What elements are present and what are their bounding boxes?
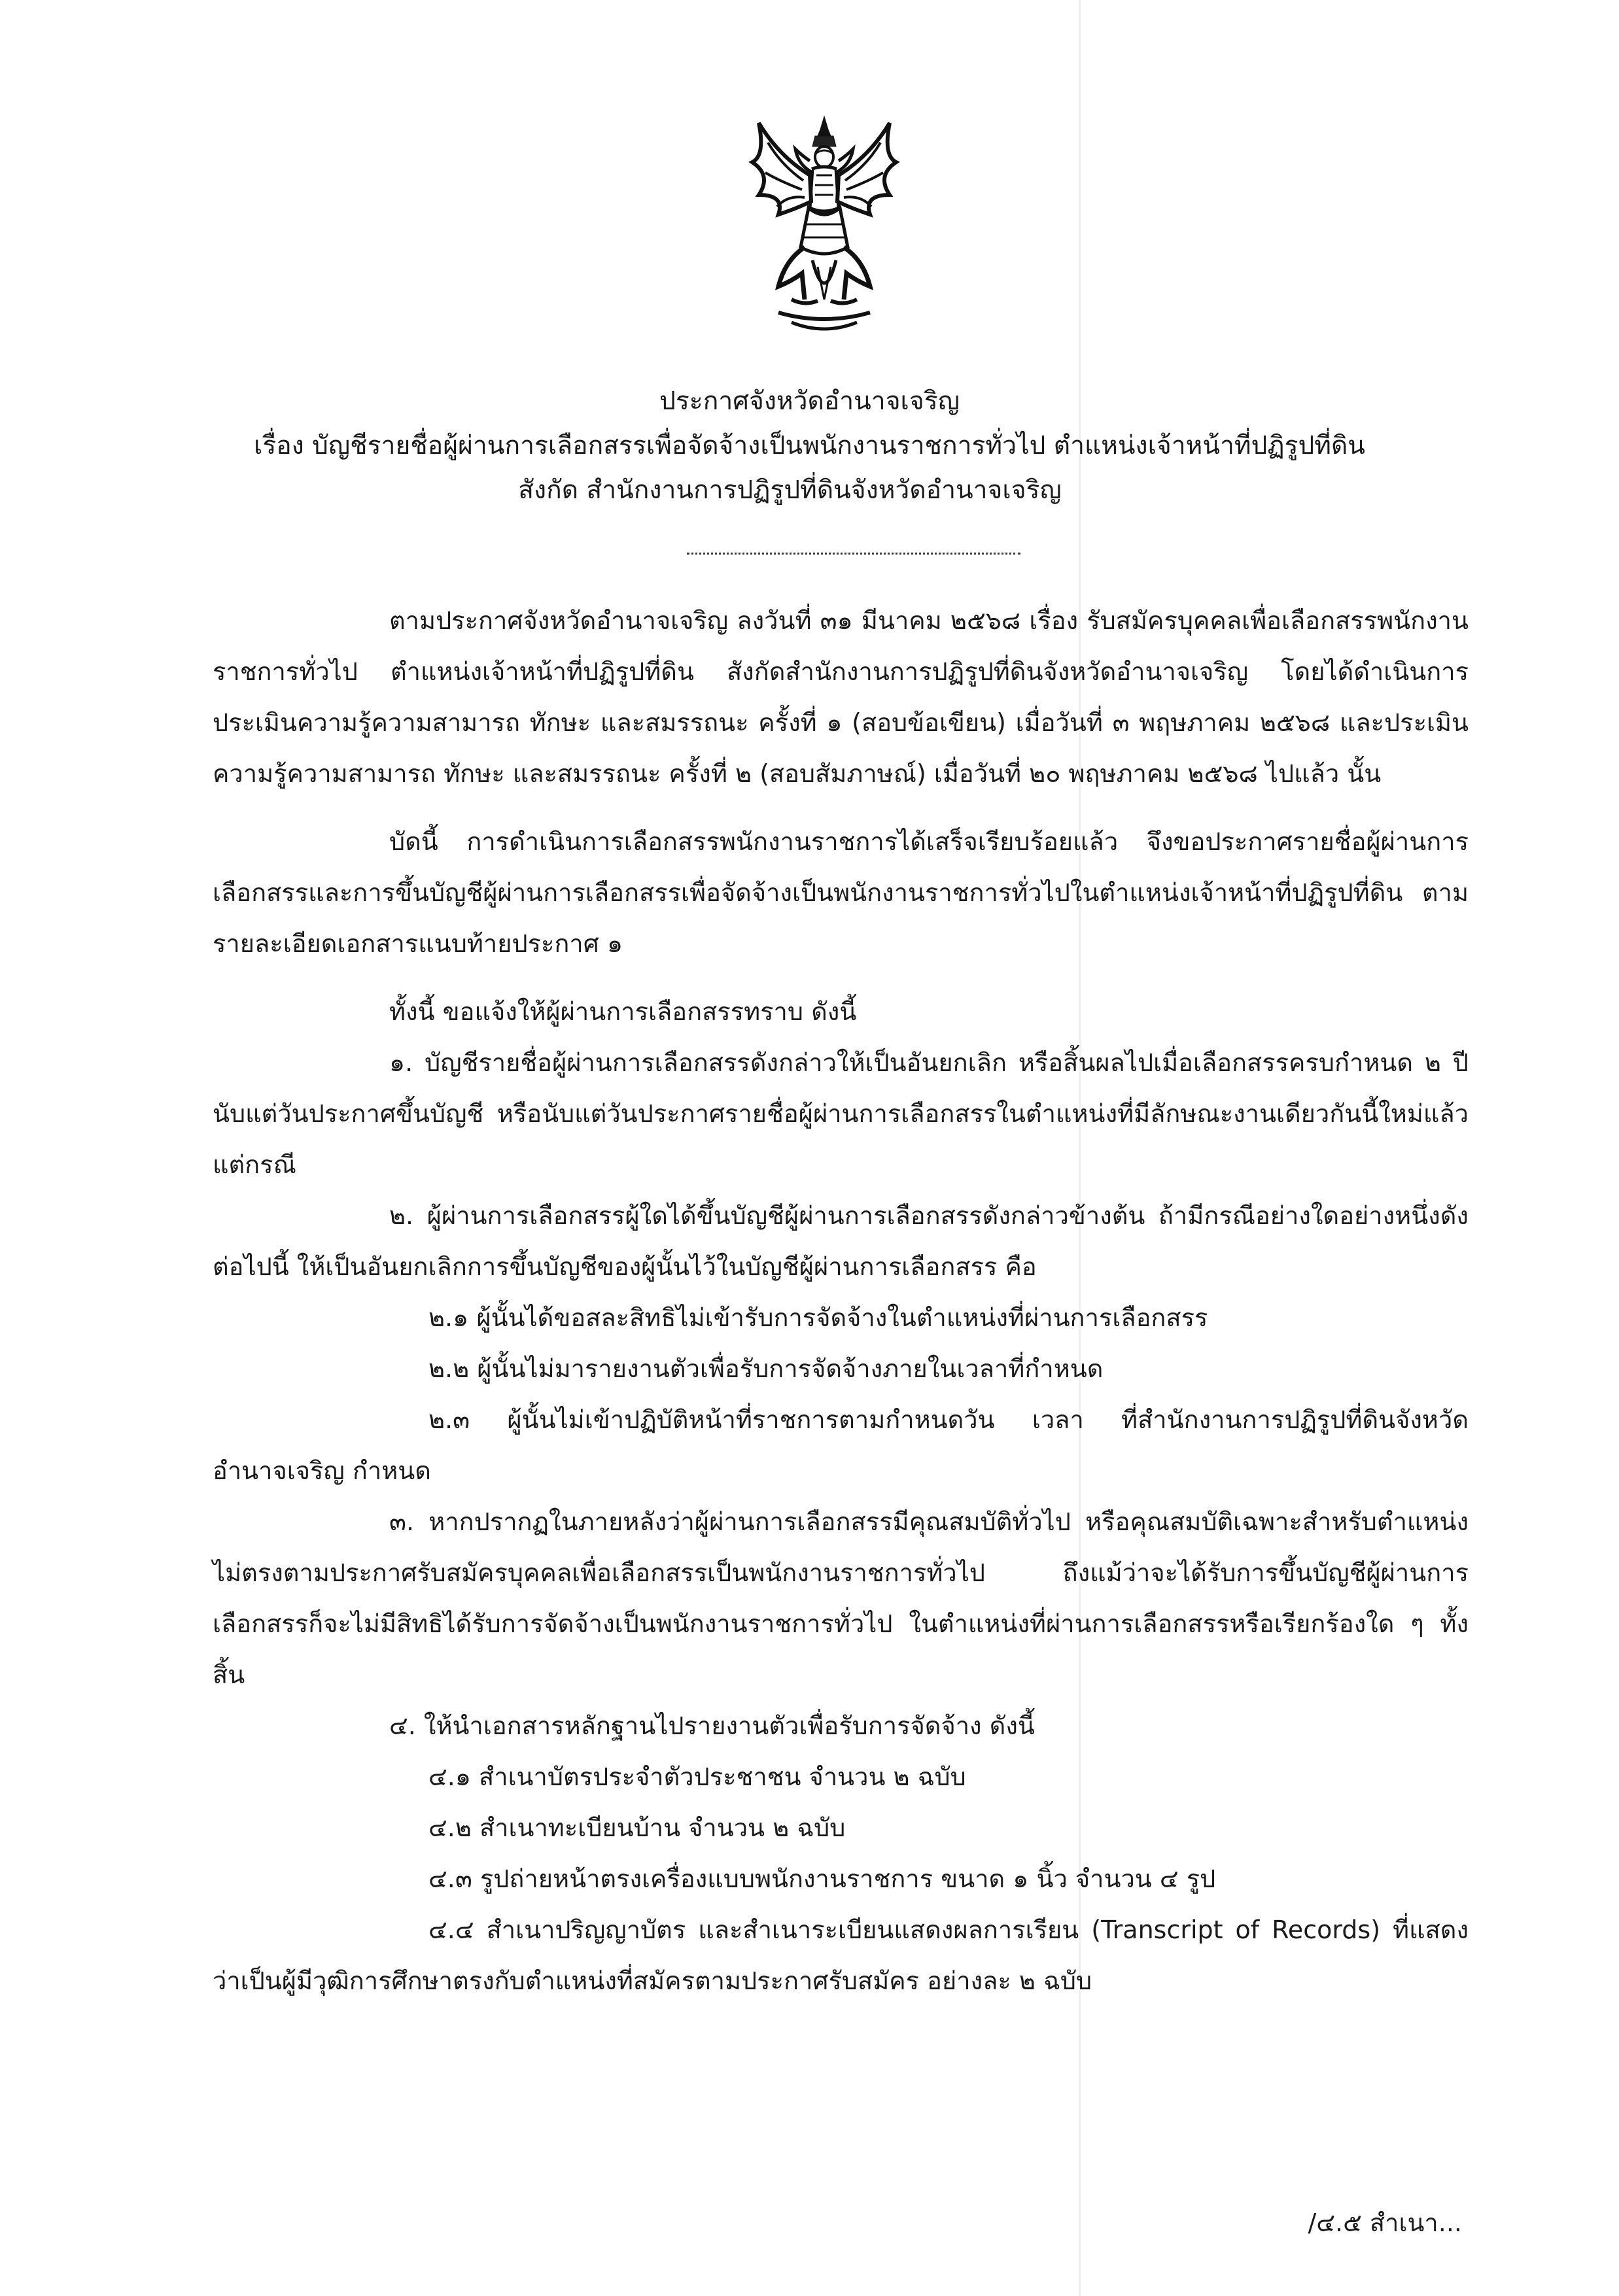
list-item-1: ๑. บัญชีรายชื่อผู้ผ่านการเลือกสรรดังกล่าวให้เป็นอันยกเลิก หรือสิ้นผลไปเมื่อเลือกสรรครบกำหนด ๒ ปี นับแต่วันประกาศขึ้นบัญชี หรือนับแต่วันประกาศรายชื่อผู้ผ่านการเลือกสรรในตำแหน่งที่มีลักษณะงานเดียวกันนี้ใหม่แล้วแต่กรณี <box>213 1048 1469 1179</box>
paragraph-background: ตามประกาศจังหวัดอำนาจเจริญ ลงวันที่ ๓๑ มีนาคม ๒๕๖๘ เรื่อง รับสมัครบุคคลเพื่อเลือกสรรพนักงานราชการทั่วไป ตำแหน่งเจ้าหน้าที่ปฏิรูปที่ดิน สังกัดสำนักงานการปฏิรูปที่ดินจังหวัดอำนาจเจริญ โดยได้ดำเนินการประเมินความรู้ความสามารถ ทักษะ และสมรรถนะ ครั้งที่ ๑ (สอบข้อเขียน) เมื่อวันที่ ๓ พฤษภาคม ๒๕๖๘ และประเมินความรู้ความสามารถ ทักษะ และสมรรถนะ ครั้งที่ ๒ (สอบสัมภาษณ์) เมื่อวันที่ ๒๐ พฤษภาคม ๒๕๖๘ ไปแล้ว นั้น <box>213 606 1469 788</box>
paragraph-notice: ทั้งนี้ ขอแจ้งให้ผู้ผ่านการเลือกสรรทราบ ดังนี้ <box>389 997 857 1026</box>
page-continuation: /๔.๕ สำเนา... <box>1308 2208 1462 2237</box>
paragraph-announcement: บัดนี้ การดำเนินการเลือกสรรพนักงานราชการได้เสร็จเรียบร้อยแล้ว จึงขอประกาศรายชื่อผู้ผ่านการเลือกสรรและการขึ้นบัญชีผู้ผ่านการเลือกสรรเพื่อจัดจ้างเป็นพนักงานราชการทั่วไปในตำแหน่งเจ้าหน้าที่ปฏิรูปที่ดิน ตามรายละเอียดเอกสารแนบท้ายประกาศ ๑ <box>213 827 1469 958</box>
title-line-1: ประกาศจังหวัดอำนาจเจริญ <box>659 386 960 416</box>
list-item-2-2: ๒.๒ ผู้นั้นไม่มารายงานตัวเพื่อรับการจัดจ้างภายในเวลาที่กำหนด <box>428 1354 1104 1383</box>
list-item-2: ๒. ผู้ผ่านการเลือกสรรผู้ใดได้ขึ้นบัญชีผู้ผ่านการเลือกสรรดังกล่าวข้างต้น ถ้ามีกรณีอย่างใดอย่างหนึ่งดังต่อไปนี้ ให้เป็นอันยกเลิกการขึ้นบัญชีของผู้นั้นไว้ในบัญชีผู้ผ่านการเลือกสรร คือ <box>213 1201 1469 1281</box>
list-item-3: ๓. หากปรากฏในภายหลังว่าผู้ผ่านการเลือกสรรมีคุณสมบัติทั่วไป หรือคุณสมบัติเฉพาะสำหรับตำแหน่งไม่ตรงตามประกาศรับสมัครบุคคลเพื่อเลือกสรรเป็นพนักงานราชการทั่วไป ถึงแม้ว่าจะได้รับการขึ้นบัญชีผู้ผ่านการเลือกสรรก็จะไม่มีสิทธิได้รับการจัดจ้างเป็นพนักงานราชการทั่วไป ในตำแหน่งที่ผ่านการเลือกสรรหรือเรียกร้องใด ๆ ทั้งสิ้น <box>213 1507 1469 1689</box>
garuda-emblem-icon <box>739 110 909 345</box>
announcement-body <box>213 595 1469 2006</box>
list-item-4-2: ๔.๒ สำเนาทะเบียนบ้าน จำนวน ๒ ฉบับ <box>428 1813 846 1842</box>
title-divider <box>687 553 1020 555</box>
title-line-3: สังกัด สำนักงานการปฏิรูปที่ดินจังหวัดอำนาจเจริญ <box>518 475 1062 505</box>
list-item-4: ๔. ให้นำเอกสารหลักฐานไปรายงานตัวเพื่อรับการจัดจ้าง ดังนี้ <box>389 1711 1035 1740</box>
list-item-2-3: ๒.๓ ผู้นั้นไม่เข้าปฏิบัติหน้าที่ราชการตามกำหนดวัน เวลา ที่สำนักงานการปฏิรูปที่ดินจังหวัดอำนาจเจริญ กำหนด <box>213 1405 1469 1485</box>
announcement-title <box>0 379 1619 513</box>
list-item-2-1: ๒.๑ ผู้นั้นได้ขอสละสิทธิไม่เข้ารับการจัดจ้างในตำแหน่งที่ผ่านการเลือกสรร <box>428 1303 1208 1332</box>
list-item-4-3: ๔.๓ รูปถ่ายหน้าตรงเครื่องแบบพนักงานราชการ ขนาด ๑ นิ้ว จำนวน ๔ รูป <box>428 1864 1216 1893</box>
list-item-4-4: ๔.๔ สำเนาปริญญาบัตร และสำเนาระเบียนแสดงผลการเรียน (Transcript of Records) ที่แสดงว่าเป็นผู้มีวุฒิการศึกษาตรงกับตำแหน่งที่สมัครตามประกาศรับสมัคร อย่างละ ๒ ฉบับ <box>213 1915 1469 1995</box>
list-item-4-1: ๔.๑ สำเนาบัตรประจำตัวประชาชน จำนวน ๒ ฉบับ <box>428 1762 966 1791</box>
title-line-2: เรื่อง บัญชีรายชื่อผู้ผ่านการเลือกสรรเพื่อจัดจ้างเป็นพนักงานราชการทั่วไป ตำแหน่งเจ้าหน้าที่ปฏิรูปที่ดิน <box>254 431 1365 460</box>
